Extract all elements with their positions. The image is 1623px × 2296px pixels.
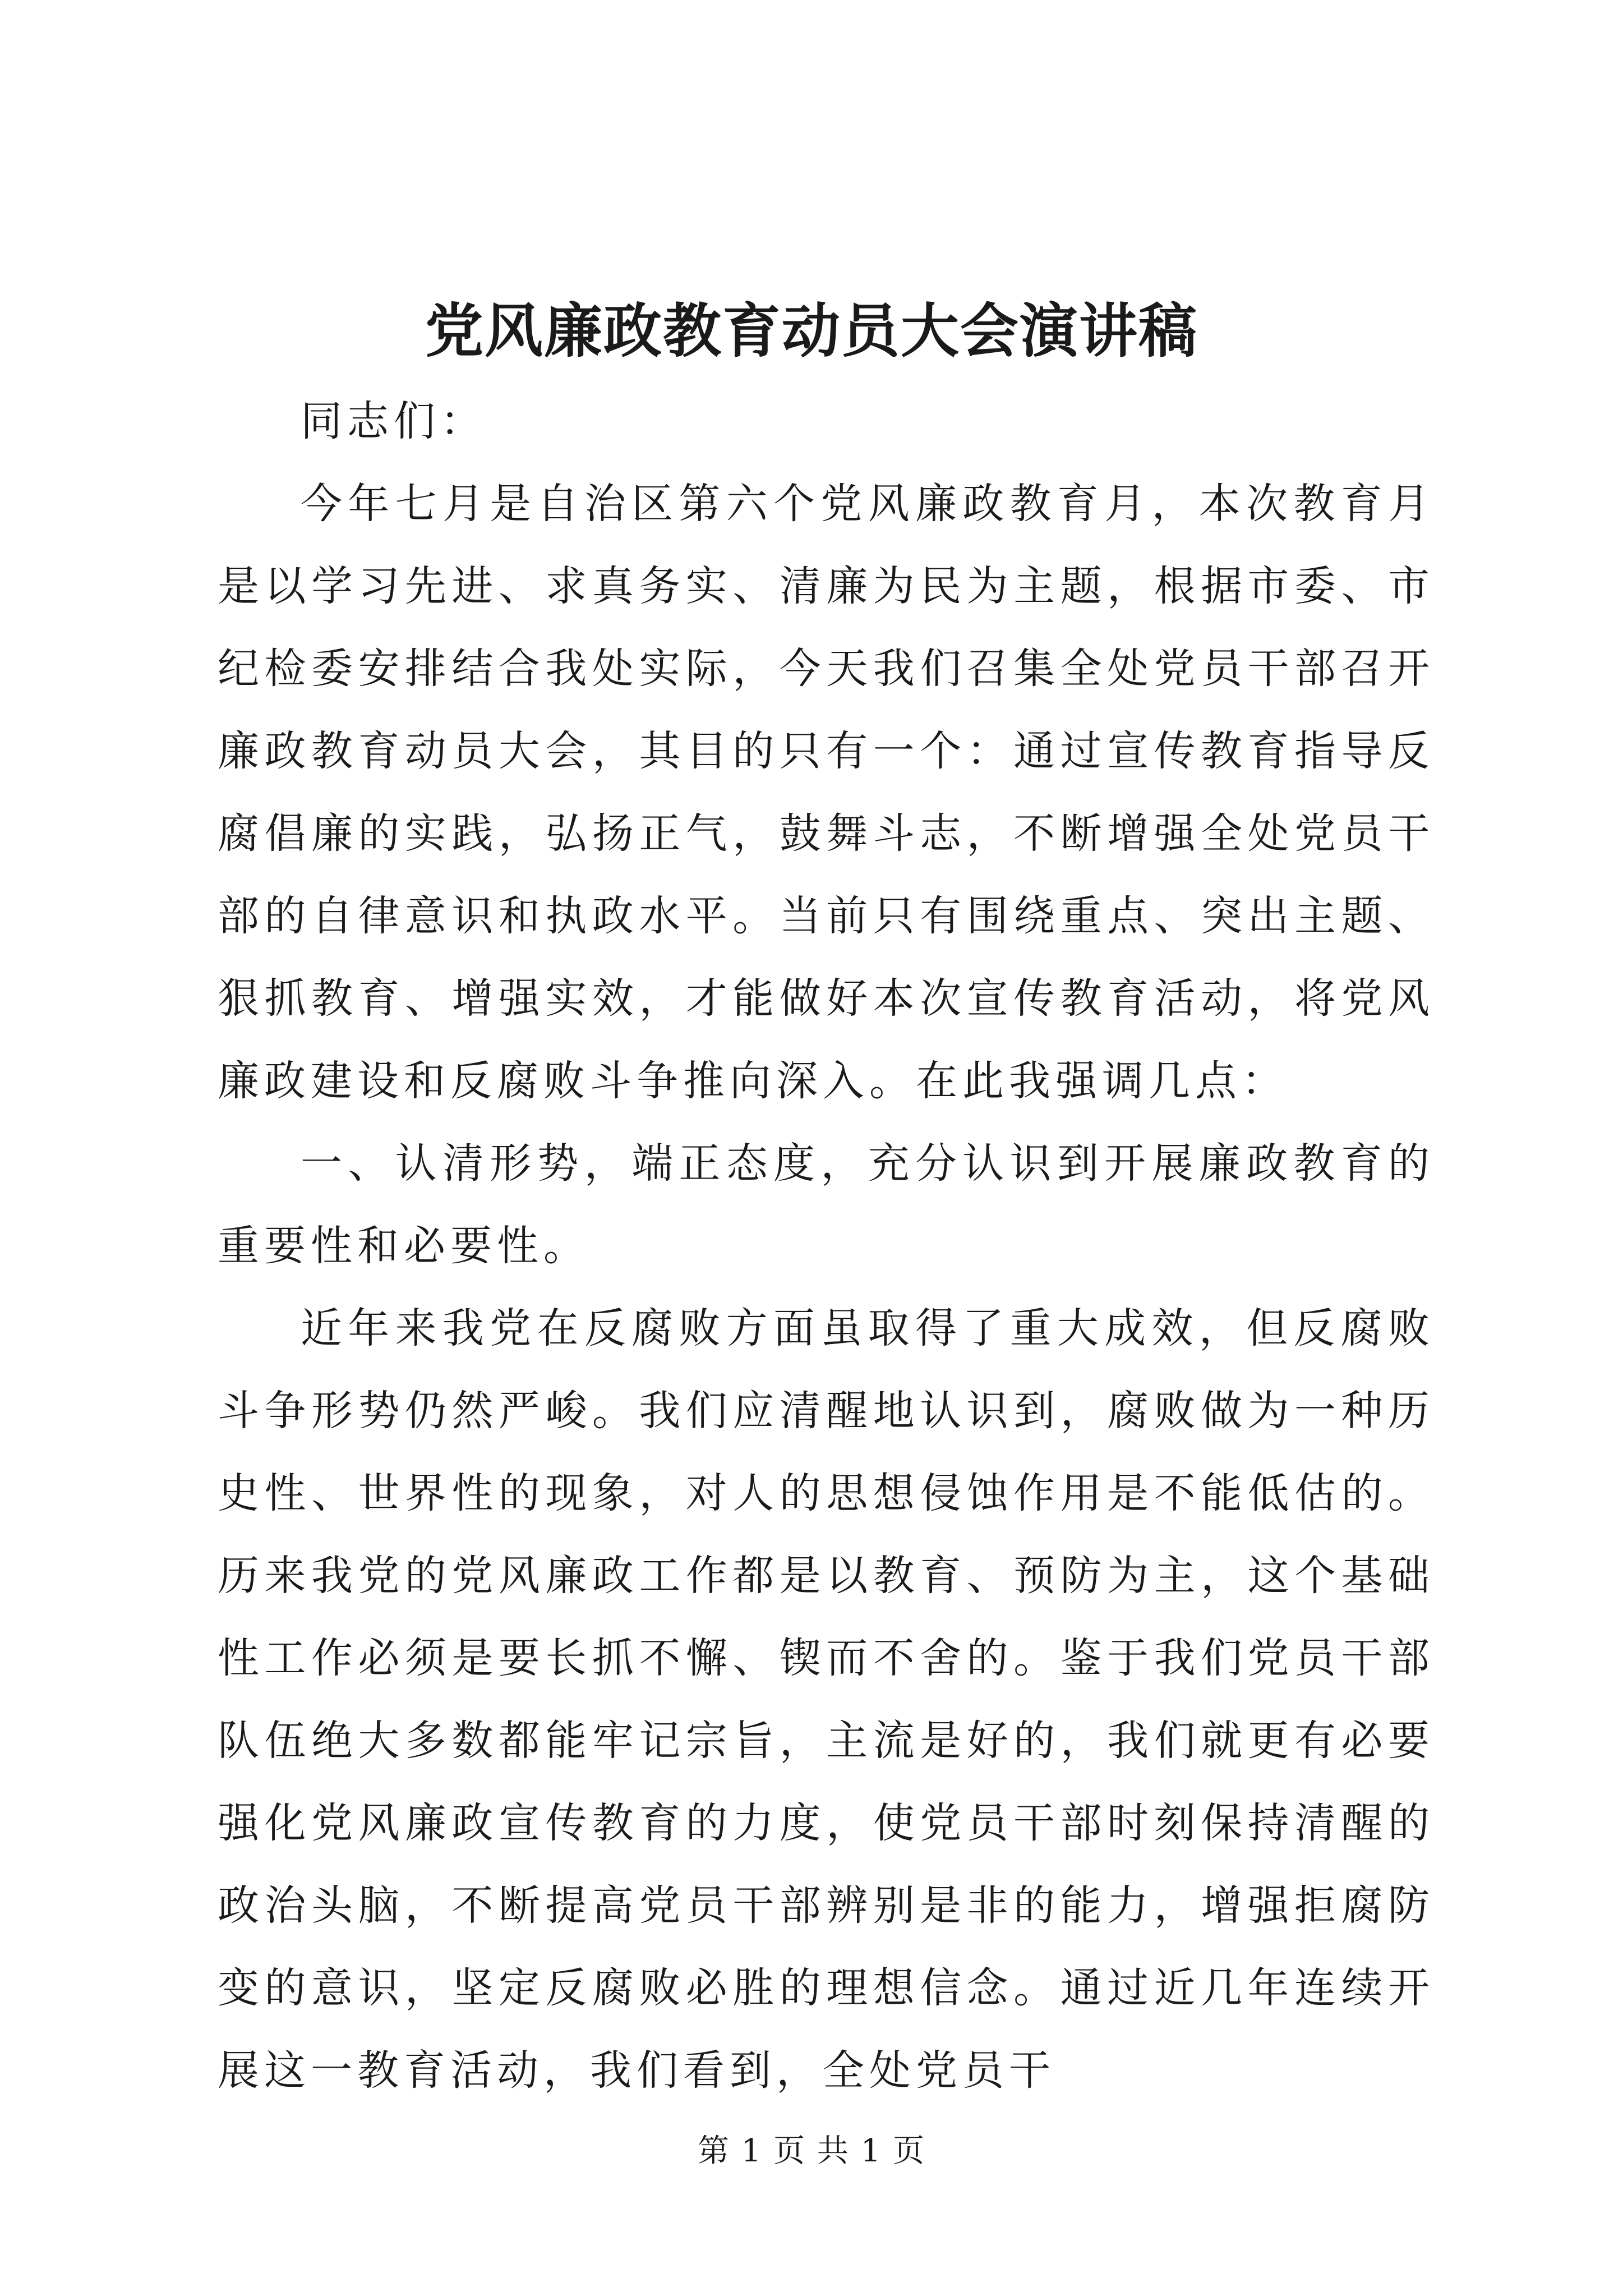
section-heading-paragraph: 一、认清形势，端正态度，充分认识到开展廉政教育的重要性和必要性。 — [218, 1139, 1435, 1270]
salutation-paragraph: 同志们： — [301, 397, 487, 445]
document-title: 党风廉政教育动员大会演讲稿 — [425, 296, 1198, 365]
intro-paragraph: 今年七月是自治区第六个党风廉政教育月，本次教育月是以学习先进、求真务实、清廉为民为主题，根据市委、市纪检委安排结合我处实际，今天我们召集全处党员干部召开廉政教育动员大会，其目的只有一个：通过宣传教育指导反腐倡廉的实践，弘扬正气，鼓舞斗志，不断增强全处党员干部的自律意识和执政水平。当前只有围绕重点、突出主题、狠抓教育、增强实效，才能做好本次宣传教育活动，将党风廉政建设和反腐败斗争推向深入。在此我强调几点： — [218, 480, 1435, 1105]
page-footer: 第 1 页 共 1 页 — [697, 2133, 926, 2169]
document-body — [218, 380, 1435, 2112]
body-paragraph: 近年来我党在反腐败方面虽取得了重大成效，但反腐败斗争形势仍然严峻。我们应清醒地认识到，腐败做为一种历史性、世界性的现象，对人的思想侵蚀作用是不能低估的。历来我党的党风廉政工作都是以教育、预防为主，这个基础性工作必须是要长抓不懈、锲而不舍的。鉴于我们党员干部队伍绝大多数都能牢记宗旨，主流是好的，我们就更有必要强化党风廉政宣传教育的力度，使党员干部时刻保持清醒的政治头脑，不断提高党员干部辨别是非的能力，增强拒腐防变的意识，坚定反腐败必胜的理想信念。通过近几年连续开展这一教育活动，我们看到，全处党员干 — [218, 1304, 1435, 2095]
